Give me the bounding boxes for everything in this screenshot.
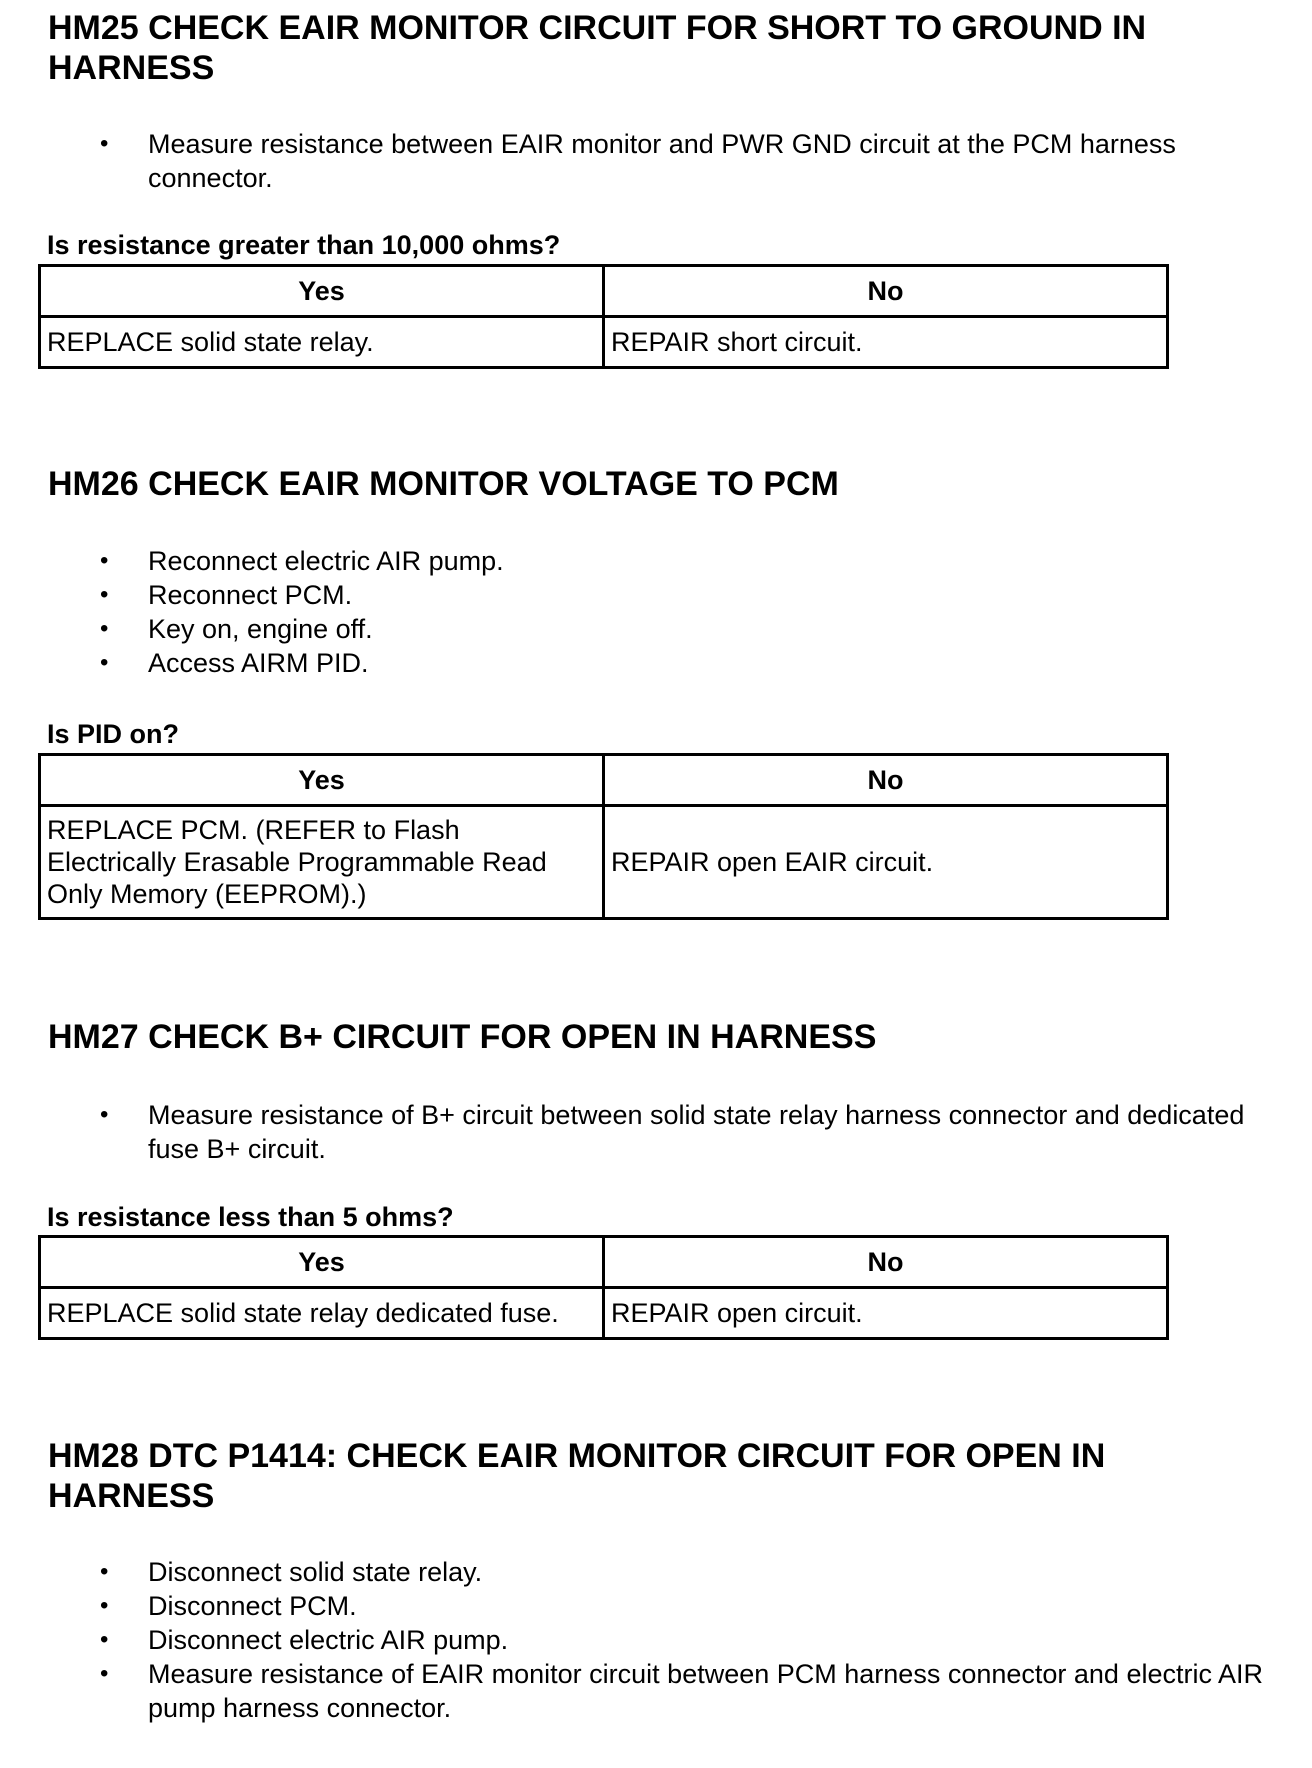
bullet-icon: • bbox=[100, 1660, 109, 1687]
section-heading-hm28: HM28 DTC P1414: CHECK EAIR MONITOR CIRCUIT FOR OPEN IN HARNESS bbox=[48, 1437, 1106, 1515]
bullet-list-hm26 bbox=[48, 544, 1268, 680]
list-item: • Access AIRM PID. bbox=[100, 648, 369, 678]
no-action: REPAIR short circuit. bbox=[604, 317, 1168, 368]
decision-table-hm27 bbox=[38, 1235, 1169, 1340]
decision-question-hm27: Is resistance less than 5 ohms? bbox=[47, 1202, 454, 1232]
section-heading-hm25: HM25 CHECK EAIR MONITOR CIRCUIT FOR SHORT TO GROUND IN HARNESS bbox=[48, 9, 1147, 87]
bullet-icon: • bbox=[100, 581, 109, 608]
decision-table-hm26 bbox=[38, 753, 1169, 920]
list-item: • Reconnect electric AIR pump. bbox=[100, 546, 504, 576]
bullet-icon: • bbox=[100, 130, 109, 157]
bullet-icon: • bbox=[100, 1558, 109, 1585]
no-action: REPAIR open circuit. bbox=[604, 1288, 1168, 1339]
bullet-icon: • bbox=[100, 649, 109, 676]
bullet-icon: • bbox=[100, 1592, 109, 1619]
decision-question-hm26: Is PID on? bbox=[47, 719, 180, 749]
no-action: REPAIR open EAIR circuit. bbox=[604, 806, 1168, 919]
list-item: • Disconnect solid state relay. bbox=[100, 1557, 483, 1587]
bullet-list-hm28 bbox=[48, 1555, 1268, 1725]
yes-action: REPLACE solid state relay dedicated fuse. bbox=[40, 1288, 604, 1339]
bullet-list-hm25 bbox=[48, 127, 1268, 195]
no-header: No bbox=[604, 755, 1168, 806]
decision-table-hm25 bbox=[38, 264, 1169, 369]
yes-action: REPLACE PCM. (REFER to Flash Electrically Erasable Programmable Read Only Memory (EEPROM).) bbox=[40, 806, 604, 919]
bullet-icon: • bbox=[100, 1101, 109, 1128]
section-heading-hm27: HM27 CHECK B+ CIRCUIT FOR OPEN IN HARNESS bbox=[48, 1018, 877, 1056]
yes-action: REPLACE solid state relay. bbox=[40, 317, 604, 368]
bullet-icon: • bbox=[100, 615, 109, 642]
list-item: • Measure resistance of B+ circuit between solid state relay harness connector and dedicated fuse B+ circuit. bbox=[100, 1100, 1245, 1164]
bullet-list-hm27 bbox=[48, 1098, 1268, 1166]
list-item: • Measure resistance between EAIR monitor and PWR GND circuit at the PCM harness connector. bbox=[100, 129, 1176, 193]
bullet-icon: • bbox=[100, 547, 109, 574]
yes-header: Yes bbox=[40, 266, 604, 317]
bullet-icon: • bbox=[100, 1626, 109, 1653]
list-item: • Disconnect PCM. bbox=[100, 1591, 357, 1621]
list-item: • Reconnect PCM. bbox=[100, 580, 353, 610]
list-item: • Key on, engine off. bbox=[100, 614, 373, 644]
no-header: No bbox=[604, 266, 1168, 317]
section-heading-hm26: HM26 CHECK EAIR MONITOR VOLTAGE TO PCM bbox=[48, 465, 839, 503]
yes-header: Yes bbox=[40, 755, 604, 806]
yes-header: Yes bbox=[40, 1237, 604, 1288]
list-item: • Measure resistance of EAIR monitor circuit between PCM harness connector and electric AIR pump harness connector. bbox=[100, 1659, 1263, 1723]
list-item: • Disconnect electric AIR pump. bbox=[100, 1625, 509, 1655]
no-header: No bbox=[604, 1237, 1168, 1288]
decision-question-hm25: Is resistance greater than 10,000 ohms? bbox=[47, 230, 561, 260]
